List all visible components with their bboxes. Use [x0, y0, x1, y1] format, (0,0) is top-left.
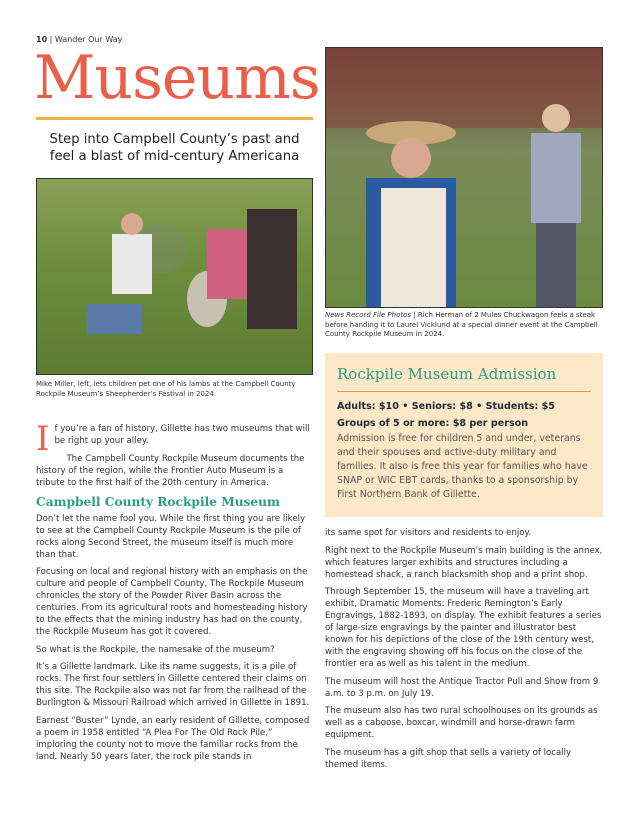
deck: Step into Campbell County’s past and feel a blast of mid-century Americana: [49, 132, 300, 164]
paragraph: Focusing on local and regional history with an emphasis on the culture and people of Campbell County, The Rockpile Museum chronicles the story of the Powder River Basin across the centuries. From its agricultural roots and homesteading history to the effects that the mining industry has had on the county, the Rockpile Museum has got it covered.: [36, 567, 308, 637]
caption-text: | Rich Herman of 2 Mules Chuckwagon feels a steak before handing it to Laurel Vicklund at a special dinner event at the Campbell County Rockpile Museum in 2024.: [325, 311, 598, 338]
photo-chuckwagon: [325, 47, 603, 308]
right-column: [325, 527, 603, 776]
paragraph: Earnest “Buster” Lynde, an early resident of Gillette, composed a poem in 1958 entitled “A Plea For The Old Rock Pile,” imploring the county not to move the familiar rocks from the land. Nearly 50 years later, the rock pile stands in: [36, 715, 310, 762]
intro-paragraph: [36, 419, 313, 459]
section-name: Wander Our Way: [54, 35, 123, 44]
photo-chuckwagon-caption: [325, 311, 605, 340]
subhead: Campbell County Rockpile Museum: [36, 494, 280, 509]
paragraph: The museum also has two rural schoolhouses on its grounds as well as a caboose, boxcar, windmill and horse-drawn farm equipment.: [325, 706, 598, 740]
paragraph: Through September 15, the museum will have a traveling art exhibit, Dramatic Moments: Frederic Remington’s Early Engravings, 1882-1893, on display. The exhibit features a series of large-size engravings by the painter and illustrator best known for his depictions of the close of the 19th century west, with the engraving showing off his focus on the close of the frontier era as well as his talent in the medium.: [325, 587, 602, 669]
drop-cap: I: [36, 419, 50, 459]
paragraph: Right next to the Rockpile Museum’s main building is the annex, which features larger exhibits and structures including a homestead shack, a ranch blacksmith shop and a print shop.: [325, 545, 603, 580]
photo-credit: News Record File Photos: [325, 311, 412, 319]
admission-prices: Adults: $10 • Seniors: $8 • Students: $5: [337, 401, 555, 412]
page-number: 10: [36, 35, 48, 44]
paragraph: Don’t let the name fool you. While the first thing you are likely to see at the Campbell County Rockpile Museum is the pile of rocks along Second Street, the museum itself is much more than that.: [36, 513, 306, 560]
admission-title: Rockpile Museum Admission: [337, 365, 591, 392]
admission-box: [325, 353, 603, 517]
admission-text: Admission is free for children 5 and under, veterans and their spouses and active-duty military and families. It also is free this year for families who have SNAP or WIC EBT cards, thanks to a sponsorship by First Northern Bank of Gillette.: [337, 433, 588, 500]
paragraph: The museum will host the Antique Tractor Pull and Show from 9 a.m. to 3 p.m. on July 19.: [325, 676, 599, 699]
folio: 10 | Wander Our Way: [36, 35, 123, 44]
page-title: Museums: [34, 43, 320, 113]
intro-paragraph-2: The Campbell County Rockpile Museum documents the history of the region, while the Frontier Auto Museum is a tribute to the first half of the 20th century in America.: [36, 453, 305, 488]
photo-lambs-caption: Mike Miller, left, lets children pet one of his lambs at the Campbell County Rockpile Museum’s Sheepherder’s Festival in 2024.: [36, 380, 296, 398]
paragraph: its same spot for visitors and residents to enjoy.: [325, 528, 532, 538]
paragraph: The museum has a gift shop that sells a variety of locally themed items.: [325, 747, 572, 770]
paragraph: So what is the Rockpile, the namesake of the museum?: [36, 644, 275, 655]
photo-lambs-illustration: [37, 179, 313, 375]
paragraph: It’s a Gillette landmark. Like its name suggests, it is a pile of rocks. The first four settlers in Gillette centered their claims on this site. The Rockpile also was not far from the railhead of the Burlington & Missouri Railroad which arrived in Gillette in 1891.: [36, 662, 310, 708]
intro-text: f you’re a fan of history, Gillette has two museums that will be right up your alley.: [54, 424, 310, 446]
title-rule: [36, 117, 313, 120]
left-column: [36, 419, 313, 768]
admission-groups: Groups of 5 or more: $8 per person: [337, 418, 529, 429]
photo-chuckwagon-illustration: [326, 48, 603, 308]
photo-lambs: [36, 178, 313, 375]
